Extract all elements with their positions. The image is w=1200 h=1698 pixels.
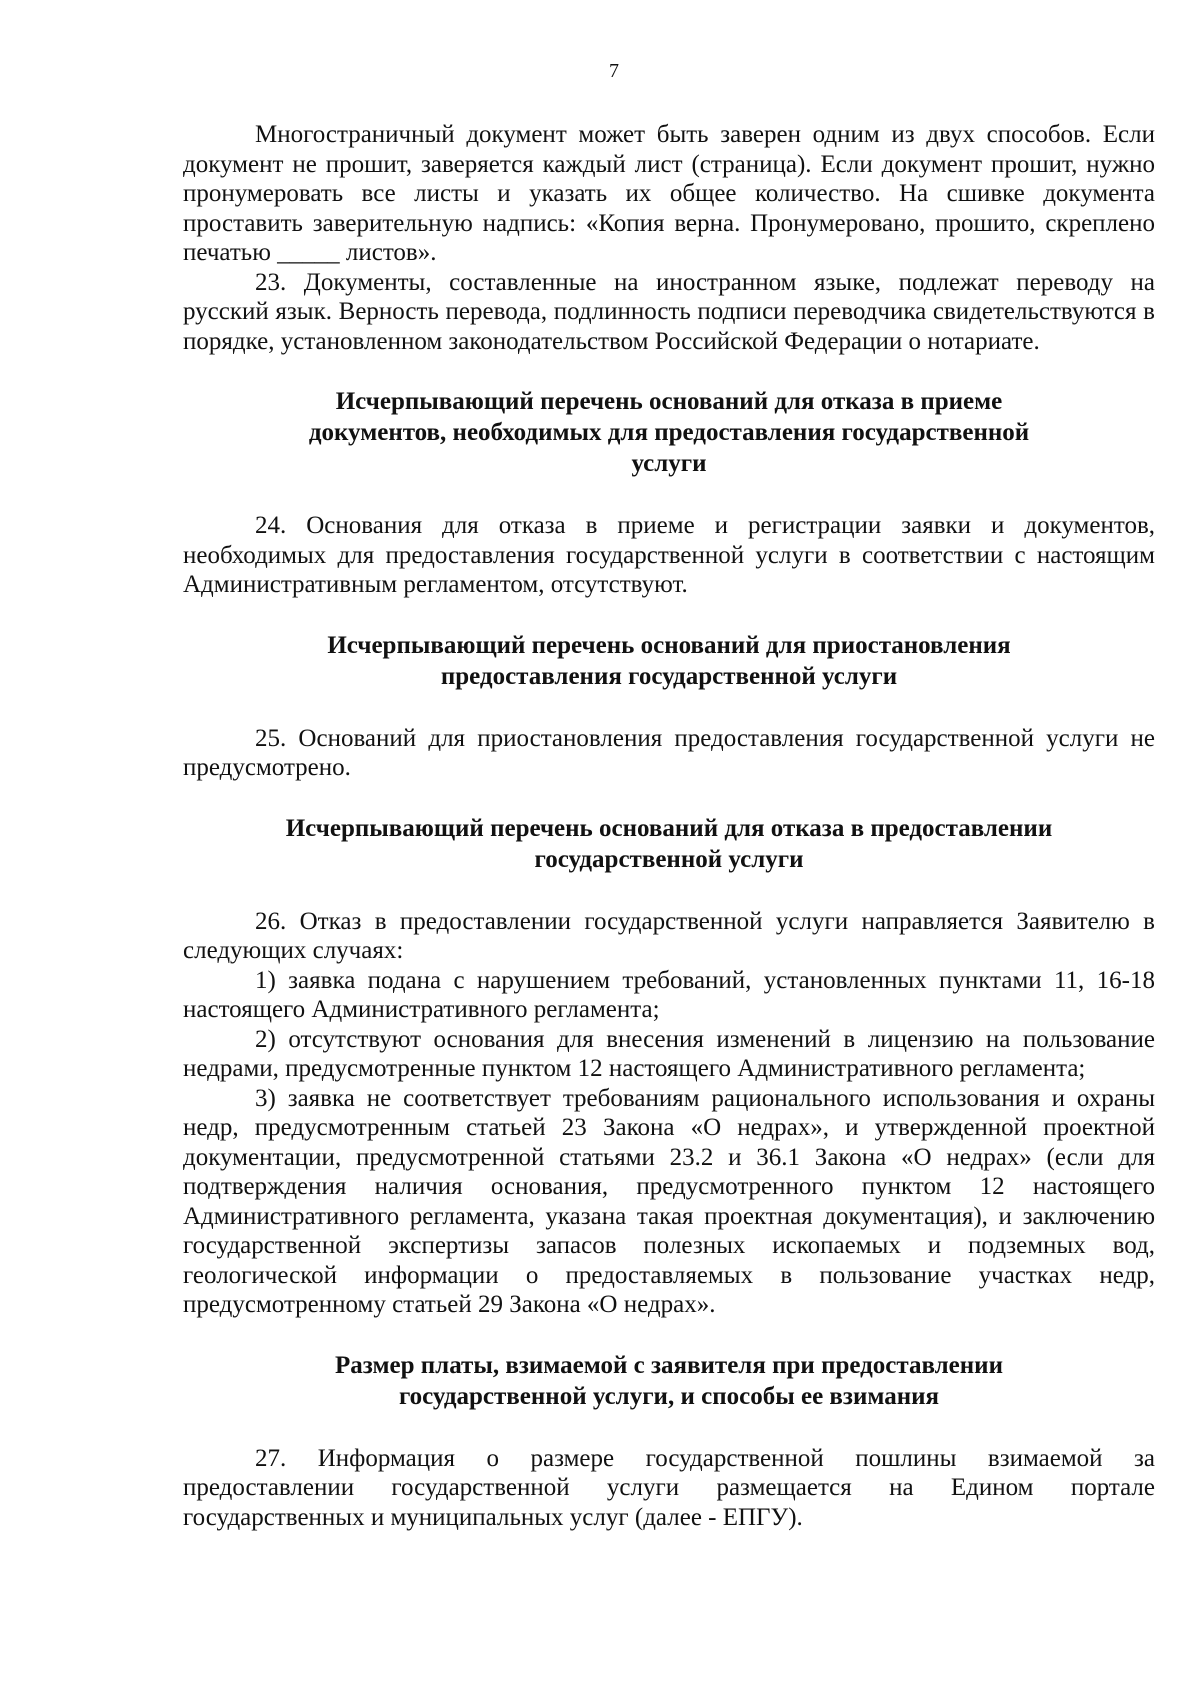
paragraph-26-item-1: 1) заявка подана с нарушением требований, установленных пунктами 11, 16-18 настоящего Административного регламента; [183, 966, 1155, 1023]
heading-suspension: Исчерпывающий перечень оснований для приостановления предоставления государственной услуги [327, 631, 1011, 690]
paragraph-24: 24. Основания для отказа в приеме и регистрации заявки и документов, необходимых для предоставления государственной услуги в соответствии с настоящим Административным регламентом, отсутствуют. [183, 512, 1155, 598]
page-number: 7 [609, 60, 619, 82]
paragraph-26: 26. Отказ в предоставлении государственной услуги направляется Заявителю в следующих случаях: [183, 907, 1155, 964]
heading-refusal-acceptance: Исчерпывающий перечень оснований для отказа в приеме документов, необходимых для предоставления государственной услуги [308, 388, 1030, 477]
document-body [183, 120, 1155, 1532]
heading-refusal-service: Исчерпывающий перечень оснований для отказа в предоставлении государственной услуги [285, 814, 1053, 873]
paragraph-26-item-3: 3) заявка не соответствует требованиям рационального использования и охраны недр, предусмотренным статьей 23 Закона «О недрах», и утвержденной проектной документации, предусмотренной статьями 23.2 и 36.1 Закона «О недрах» (если для подтверждения наличия основания, предусмотренного пунктом 12 настоящего Административного регламента, указана такая проектная документация), и заключению государственной экспертизы запасов полезных ископаемых и подземных вод, геологической информации о предоставляемых в пользование участках недр, предусмотренному статьей 29 Закона «О недрах». [183, 1084, 1155, 1318]
paragraph-26-item-2: 2) отсутствуют основания для внесения изменений в лицензию на пользование недрами, предусмотренные пунктом 12 настоящего Административного регламента; [183, 1025, 1155, 1082]
heading-fee: Размер платы, взимаемой с заявителя при предоставлении государственной услуги, и способы ее взимания [335, 1351, 1003, 1410]
paragraph-27: 27. Информация о размере государственной пошлины взимаемой за предоставлении государственной услуги размещается на Едином портале государственных и муниципальных услуг (далее - ЕПГУ). [183, 1444, 1155, 1531]
paragraph-certification: Многостраничный документ может быть заверен одним из двух способов. Если документ не прошит, заверяется каждый лист (страница). Если документ прошит, нужно пронумеровать все листы и указать их общее количество. На сшивке документа проставить заверительную надпись: «Копия верна. Пронумеровано, прошито, скреплено печатью _____ листов». [183, 121, 1155, 266]
paragraph-23: 23. Документы, составленные на иностранном языке, подлежат переводу на русский язык. Верность перевода, подлинность подписи переводчика свидетельствуются в порядке, установленном законодательством Российской Федерации о нотариате. [183, 268, 1155, 355]
paragraph-25: 25. Оснований для приостановления предоставления государственной услуги не предусмотрено. [183, 724, 1155, 781]
